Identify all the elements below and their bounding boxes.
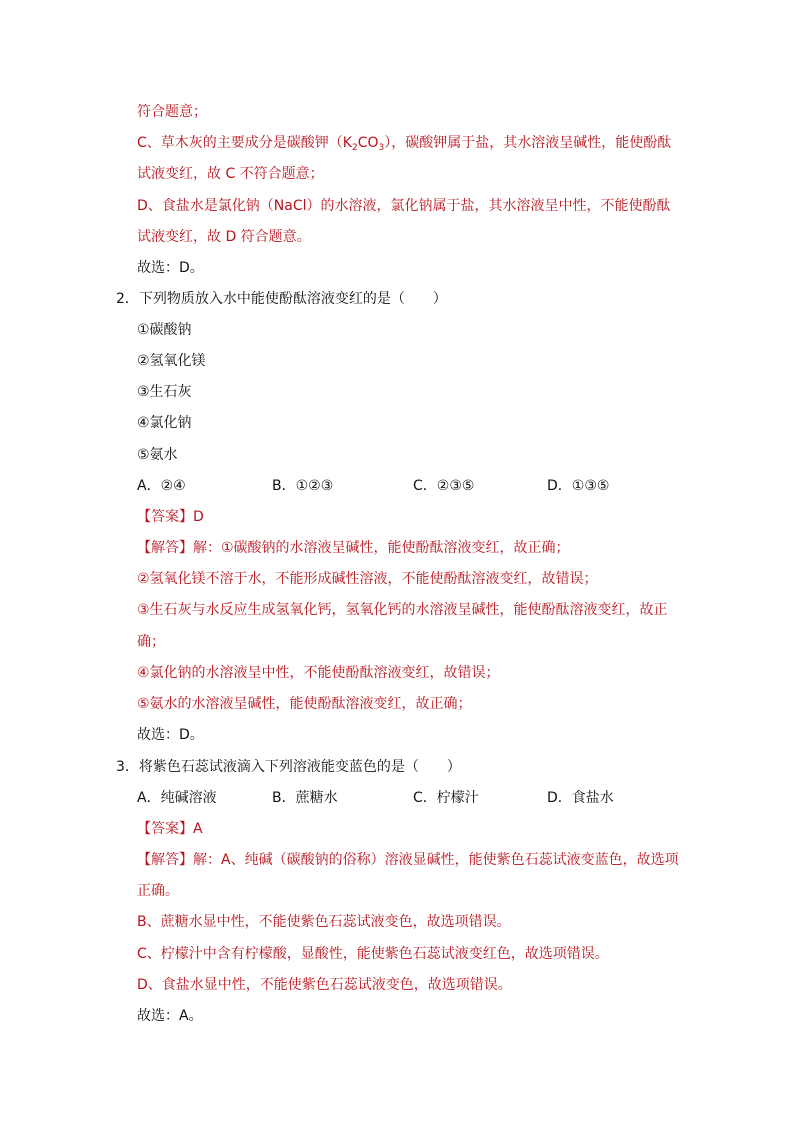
- analysis-tag: 【解答】: [137, 540, 193, 556]
- list-item: ③生石灰: [137, 384, 192, 400]
- analysis-line: 确；: [137, 634, 165, 650]
- analysis-line: 正确。: [137, 883, 179, 899]
- analysis-line: ⑤氨水的水溶液呈碱性，能使酚酞溶液变红，故正确；: [137, 696, 472, 712]
- analysis-line: 符合题意；: [137, 104, 207, 120]
- option-c: C．②③⑤: [413, 478, 475, 494]
- analysis-text: ），碳酸钾属于盐，其水溶液呈碱性，能使酚酞: [384, 135, 672, 151]
- list-item: ①碳酸钠: [137, 322, 192, 338]
- list-item: ④氯化钠: [137, 415, 192, 431]
- analysis-line: ④氯化钠的水溶液呈中性，不能使酚酞溶液变红，故错误；: [137, 665, 500, 681]
- choice-line: 故选：D。: [137, 727, 204, 743]
- list-item: ②氢氧化镁: [137, 353, 206, 369]
- option-d: D．食盐水: [547, 790, 614, 806]
- list-item: ⑤氨水: [137, 447, 178, 463]
- analysis-line: [137, 850, 679, 870]
- analysis-line: C、柠檬汁中含有柠檬酸，显酸性，能使紫色石蕊试液变红色，故选项错误。: [137, 946, 609, 962]
- option-b: B．蔗糖水: [272, 790, 338, 806]
- analysis-line: [137, 538, 570, 558]
- option-a: A．②④: [137, 478, 186, 494]
- answer-line: [137, 507, 204, 527]
- analysis-line: ③生石灰与水反应生成氢氧化钙，氢氧化钙的水溶液呈碱性，能使酚酞溶液变红，故正: [137, 602, 668, 618]
- analysis-tag: 【解答】: [137, 852, 193, 868]
- answer-tag: 【答案】: [137, 509, 193, 525]
- analysis-line: D、食盐水显中性，不能使紫色石蕊试液变色，故选项错误。: [137, 977, 512, 993]
- subscript: 3: [378, 143, 385, 153]
- analysis-text: 解：A、纯碱（碳酸钠的俗称）溶液显碱性，能使紫色石蕊试液变蓝色，故选项: [193, 852, 679, 868]
- answer-tag: 【答案】: [137, 821, 193, 837]
- analysis-line: B、蔗糖水显中性，不能使紫色石蕊试液变色，故选项错误。: [137, 914, 511, 930]
- answer-line: [137, 819, 203, 839]
- question-stem: 3．将紫色石蕊试液滴入下列溶液能变蓝色的是（ ）: [116, 759, 461, 775]
- analysis-line-c: [137, 133, 671, 153]
- choice-line: 故选：A。: [137, 1008, 203, 1024]
- choice-line: 故选：D。: [137, 260, 204, 276]
- answer-value: D: [193, 509, 204, 525]
- analysis-line: D、食盐水是氯化钠（NaCl）的水溶液，氯化钠属于盐，其水溶液呈中性，不能使酚酞: [137, 198, 671, 214]
- option-d: D．①③⑤: [547, 478, 610, 494]
- option-b: B．①②③: [272, 478, 334, 494]
- analysis-line: 试液变红，故 C 不符合题意；: [137, 166, 324, 182]
- analysis-line: ②氢氧化镁不溶于水，不能形成碱性溶液，不能使酚酞溶液变红，故错误；: [137, 571, 598, 587]
- analysis-text: C、草木灰的主要成分是碳酸钾（K: [137, 135, 352, 151]
- question-stem: 2．下列物质放入水中能使酚酞溶液变红的是（ ）: [116, 291, 447, 307]
- analysis-text: CO: [357, 135, 379, 151]
- subscript: 2: [351, 143, 358, 153]
- analysis-line: 试液变红，故 D 符合题意。: [137, 229, 311, 245]
- answer-value: A: [193, 821, 203, 837]
- option-c: C．柠檬汁: [413, 790, 479, 806]
- option-a: A．纯碱溶液: [137, 790, 217, 806]
- analysis-text: 解：①碳酸钠的水溶液呈碱性，能使酚酞溶液变红，故正确；: [193, 540, 570, 556]
